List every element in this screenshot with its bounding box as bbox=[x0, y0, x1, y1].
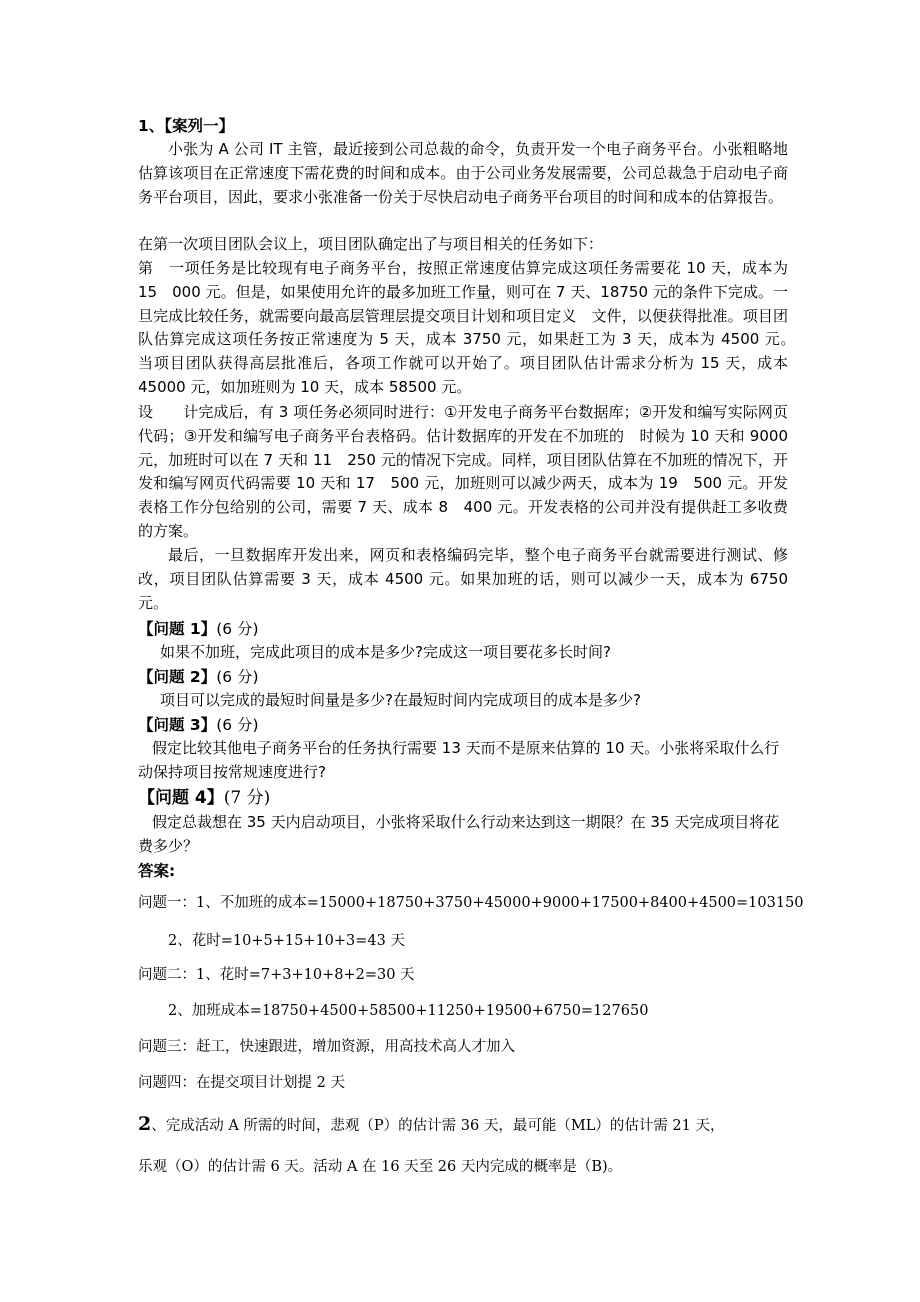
case2-number: 2 bbox=[138, 1113, 152, 1135]
answer-heading: 答案: bbox=[138, 862, 176, 880]
answer-q2-line2: 2、加班成本=18750+4500+58500+11250+19500+6750=127650 bbox=[168, 1003, 649, 1019]
question-4-text: 假定总裁想在 35 天内启动项目，小张将采取什么行动来达到这一期限？在 35 天完成项目将花费多少？ bbox=[138, 813, 780, 855]
answer-q1-line1: 问题一：1、不加班的成本=15000+18750+3750+45000+9000+17500+8400+4500=103150 bbox=[138, 895, 804, 911]
question-4-title: 【问题 4】 bbox=[138, 788, 224, 808]
case1-heading: 1、【案列一】 bbox=[138, 117, 235, 135]
question-1-title: 【问题 1】 bbox=[138, 620, 217, 638]
case1-task1-paragraph: 第 一项任务是比较现有电子商务平台，按照正常速度估算完成这项任务需要花 10 天，成本为 15 000 元。但是，如果使用允许的最多加班工作量，则可在 7 天、18750 元的条件下完成。一旦完成比较任务，就需要向最高层管理层提交项目计划和项目定义 文件，以便获得批准。项目团队估算完成这项任务按正常速度为 5 天，成本 3750 元，如果赶工为 3 天，成本为 4500 元。 当项目团队获得高层批准后，各项工作就可以开始了。项目团队估计需求分析为 15 天，成本 45000 元，如加班则为 10 天，成本 58500 元。 bbox=[138, 259, 804, 396]
case1-task2-paragraph: 设 计完成后，有 3 项任务必须同时进行：①开发电子商务平台数据库；②开发和编写实际网页代码；③开发和编写电子商务平台表格码。估计数据库的开发在不加班的 时候为 10 天和 9000 元，加班时可以在 7 天和 11 250 元的情况下完成。同样，项目团队估算在不加班的情况下，开发和编写网页代码需要 10 天和 17 500 元，加班则可以减少两天，成本为 19 500 元。开发表格工作分包给别的公司，需要 7 天、成本 8 400 元。开发表格的公司并没有提供赶工多收费的方案。 bbox=[138, 403, 788, 540]
answer-q3: 问题三：赶工，快速跟进，增加资源，用高技术高人才加入 bbox=[138, 1039, 515, 1055]
answer-q1-line2: 2、花时=10+5+15+10+3=43 天 bbox=[168, 933, 405, 949]
question-3-text: 假定比较其他电子商务平台的任务执行需要 13 天而不是原来估算的 10 天。小张将采取什么行动保持项目按常规速度进行? bbox=[138, 739, 780, 781]
question-3-score: (6 分) bbox=[216, 716, 259, 734]
question-3-label bbox=[138, 713, 788, 737]
question-2-label bbox=[138, 665, 788, 689]
answer-q2-line1: 问题二：1、花时=7+3+10+8+2=30 天 bbox=[138, 967, 415, 983]
question-4-label bbox=[138, 786, 788, 810]
case2-line1 bbox=[138, 1113, 818, 1137]
question-2-title: 【问题 2】 bbox=[138, 668, 217, 686]
case1-intro-paragraph: 小张为 A 公司 IT 主管，最近接到公司总裁的命令，负责开发一个电子商务平台。小张粗略地估算该项目在正常速度下需花费的时间和成本。由于公司业务发展需要，公司总裁急于启动电子商务平台项目，因此，要求小张准备一份关于尽快启动电子商务平台项目的时间和成本的估算报告。 bbox=[138, 140, 788, 206]
question-1-text: 如果不加班，完成此项目的成本是多少?完成这一项目要花多长时间? bbox=[160, 643, 611, 661]
case1-final-paragraph: 最后，一旦数据库开发出来，网页和表格编码完毕，整个电子商务平台就需要进行测试、修改，项目团队估算需要 3 天，成本 4500 元。如果加班的话，则可以减少一天，成本为 6750 元。 bbox=[138, 546, 788, 612]
case1-meeting-paragraph: 在第一次项目团队会议上，项目团队确定出了与项目相关的任务如下： bbox=[138, 235, 604, 253]
case2-line2: 乐观（O）的估计需 6 天。活动 A 在 16 天至 26 天内完成的概率是（B)。 bbox=[138, 1159, 623, 1175]
question-4-score: (7 分) bbox=[223, 788, 271, 808]
answer-q4: 问题四：在提交项目计划提 2 天 bbox=[138, 1075, 345, 1091]
question-3-title: 【问题 3】 bbox=[138, 716, 217, 734]
question-1-label bbox=[138, 617, 788, 641]
case2-text-line1: 、完成活动 A 所需的时间，悲观（P）的估计需 36 天，最可能（ML）的估计需 21 天， bbox=[151, 1118, 725, 1134]
question-2-text: 项目可以完成的最短时间量是多少?在最短时间内完成项目的成本是多少? bbox=[160, 691, 641, 709]
question-2-score: (6 分) bbox=[216, 668, 259, 686]
question-1-score: (6 分) bbox=[216, 620, 259, 638]
